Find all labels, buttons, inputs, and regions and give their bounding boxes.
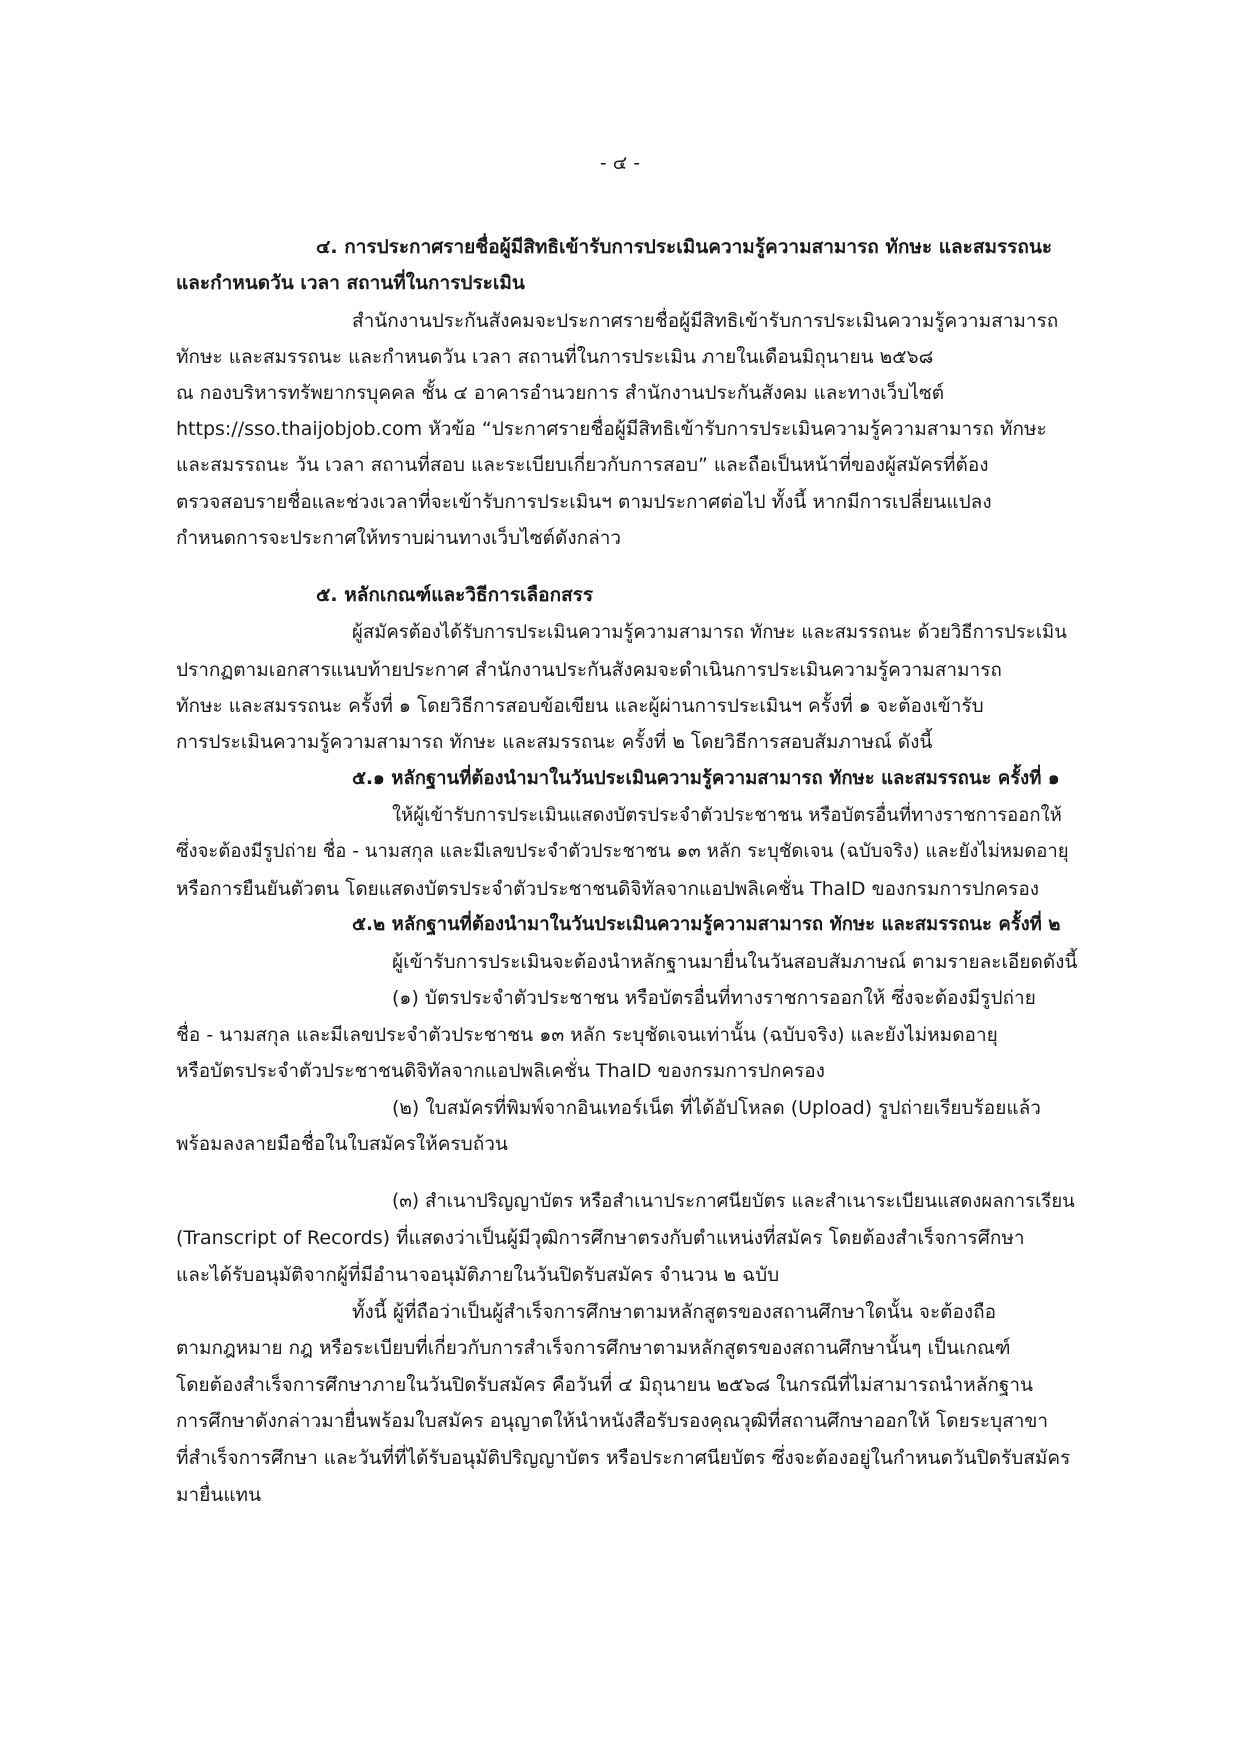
section-5-2-note-line: ทั้งนี้ ผู้ที่ถือว่าเป็นผู้สำเร็จการศึกษาตามหลักสูตรของสถานศึกษาใดนั้น จะต้องถือ — [352, 1301, 997, 1323]
section-5-body-line: ทักษะ และสมรรถนะ ครั้งที่ ๑ โดยวิธีการสอบข้อเขียน และผู้ผ่านการประเมินฯ ครั้งที่ ๑ จะต้องเข้ารับ — [176, 695, 984, 717]
section-4-body-line: ณ กองบริหารทรัพยากรบุคคล ชั้น ๔ อาคารอำนวยการ สำนักงานประกันสังคม และทางเว็บไซต์ — [176, 382, 945, 404]
section-4-body-line: กำหนดการจะประกาศให้ทราบผ่านทางเว็บไซต์ดังกล่าว — [176, 527, 622, 549]
section-5-2-item-1-line: หรือบัตรประจำตัวประชาชนดิจิทัลจากแอปพลิเคชั่น ThaID ของกรมการปกครอง — [176, 1060, 825, 1082]
section-4-body-line: สำนักงานประกันสังคมจะประกาศรายชื่อผู้มีสิทธิเข้ารับการประเมินความรู้ความสามารถ — [352, 310, 1059, 332]
section-5-2-intro: ผู้เข้ารับการประเมินจะต้องนำหลักฐานมายื่นในวันสอบสัมภาษณ์ ตามรายละเอียดดังนี้ — [392, 951, 1078, 973]
section-5-1-body-line: ให้ผู้เข้ารับการประเมินแสดงบัตรประจำตัวประชาชน หรือบัตรอื่นที่ทางราชการออกให้ — [392, 805, 1062, 826]
section-5-body-line: ปรากฏตามเอกสารแนบท้ายประกาศ สำนักงานประกันสังคมจะดำเนินการประเมินความรู้ความสามารถ — [176, 659, 1002, 681]
section-5-2-note-line: มายื่นแทน — [176, 1484, 262, 1506]
section-5-body-line: การประเมินความรู้ความสามารถ ทักษะ และสมรรถนะ ครั้งที่ ๒ โดยวิธีการสอบสัมภาษณ์ ดังนี้ — [176, 731, 933, 753]
section-4-heading-line-2: และกำหนดวัน เวลา สถานที่ในการประเมิน — [176, 272, 525, 294]
section-5-2-item-3-line: และได้รับอนุมัติจากผู้ที่มีอำนาจอนุมัติภายในวันปิดรับสมัคร จำนวน ๒ ฉบับ — [176, 1264, 780, 1286]
section-5-1-heading: ๕.๑ หลักฐานที่ต้องนำมาในวันประเมินความรู้ความสามารถ ทักษะ และสมรรถนะ ครั้งที่ ๑ — [352, 768, 1060, 789]
section-5-2-note-line: ตามกฎหมาย กฎ หรือระเบียบที่เกี่ยวกับการสำเร็จการศึกษาตามหลักสูตรของสถานศึกษานั้นๆ เป็นเกณฑ์ — [176, 1337, 1011, 1359]
section-5-1-body-line: ซึ่งจะต้องมีรูปถ่าย ชื่อ - นามสกุล และมีเลขประจำตัวประชาชน ๑๓ หลัก ระบุชัดเจน (ฉบับจริง) และยังไม่หมดอายุ — [176, 841, 1069, 862]
section-5-2-item-1-line: ชื่อ - นามสกุล และมีเลขประจำตัวประชาชน ๑๓ หลัก ระบุชัดเจนเท่านั้น (ฉบับจริง) และยังไม่หมดอายุ — [176, 1024, 998, 1046]
section-5-body-line: ผู้สมัครต้องได้รับการประเมินความรู้ความสามารถ ทักษะ และสมรรถนะ ด้วยวิธีการประเมิน — [352, 622, 1067, 643]
section-4-heading-line-1: ๔. การประกาศรายชื่อผู้มีสิทธิเข้ารับการประเมินความรู้ความสามารถ ทักษะ และสมรรถนะ — [316, 236, 1053, 258]
section-5-2-item-1-line: (๑) บัตรประจำตัวประชาชน หรือบัตรอื่นที่ทางราชการออกให้ ซึ่งจะต้องมีรูปถ่าย — [392, 987, 1036, 1009]
section-5-2-heading: ๕.๒ หลักฐานที่ต้องนำมาในวันประเมินความรู้ความสามารถ ทักษะ และสมรรถนะ ครั้งที่ ๒ — [352, 914, 1061, 935]
section-5-2-note-line: การศึกษาดังกล่าวมายื่นพร้อมใบสมัคร อนุญาตให้นำหนังสือรับรองคุณวุฒิที่สถานศึกษาออกให้ โดยระบุสาขา — [176, 1410, 1049, 1432]
section-5-2-note-line: ที่สำเร็จการศึกษา และวันที่ที่ได้รับอนุมัติปริญญาบัตร หรือประกาศนียบัตร ซึ่งจะต้องอยู่ในกำหนดวันปิดรับสมัคร — [176, 1447, 1071, 1469]
section-4-body-line: ทักษะ และสมรรถนะ และกำหนดวัน เวลา สถานที่ในการประเมิน ภายในเดือนมิถุนายน ๒๕๖๘ — [176, 346, 934, 368]
section-5-2-note-line: โดยต้องสำเร็จการศึกษาภายในวันปิดรับสมัคร คือวันที่ ๔ มิถุนายน ๒๕๖๘ ในกรณีที่ไม่สามารถนำหลักฐาน — [176, 1374, 1034, 1396]
page-number: - ๔ - — [599, 152, 641, 174]
section-5-heading: ๕. หลักเกณฑ์และวิธีการเลือกสรร — [316, 584, 594, 606]
section-5-1-body-line: หรือการยืนยันตัวตน โดยแสดงบัตรประจำตัวประชาชนดิจิทัลจากแอปพลิเคชั่น ThaID ของกรมการปกครอง — [176, 878, 1040, 900]
section-5-2-item-3-line: (Transcript of Records) ที่แสดงว่าเป็นผู้มีวุฒิการศึกษาตรงกับตำแหน่งที่สมัคร โดยต้องสำเร็จการศึกษา — [176, 1227, 1025, 1249]
section-5-2-item-3-line: (๓) สำเนาปริญญาบัตร หรือสำเนาประกาศนียบัตร และสำเนาระเบียนแสดงผลการเรียน — [392, 1191, 1075, 1212]
section-5-2-item-2-line: (๒) ใบสมัครที่พิมพ์จากอินเทอร์เน็ต ที่ได้อัปโหลด (Upload) รูปถ่ายเรียบร้อยแล้ว — [392, 1097, 1041, 1119]
section-4-body-line: https://sso.thaijobjob.com หัวข้อ “ประกาศรายชื่อผู้มีสิทธิเข้ารับการประเมินความรู้ความสามารถ ทักษะ — [176, 418, 1047, 440]
section-4-body-line: ตรวจสอบรายชื่อและช่วงเวลาที่จะเข้ารับการประเมินฯ ตามประกาศต่อไป ทั้งนี้ หากมีการเปลี่ยนแปลง — [176, 491, 992, 513]
section-4-body-line: และสมรรถนะ วัน เวลา สถานที่สอบ และระเบียบเกี่ยวกับการสอบ” และถือเป็นหน้าที่ของผู้สมัครที่ต้อง — [176, 454, 989, 476]
section-5-2-item-2-line: พร้อมลงลายมือชื่อในใบสมัครให้ครบถ้วน — [176, 1133, 508, 1155]
